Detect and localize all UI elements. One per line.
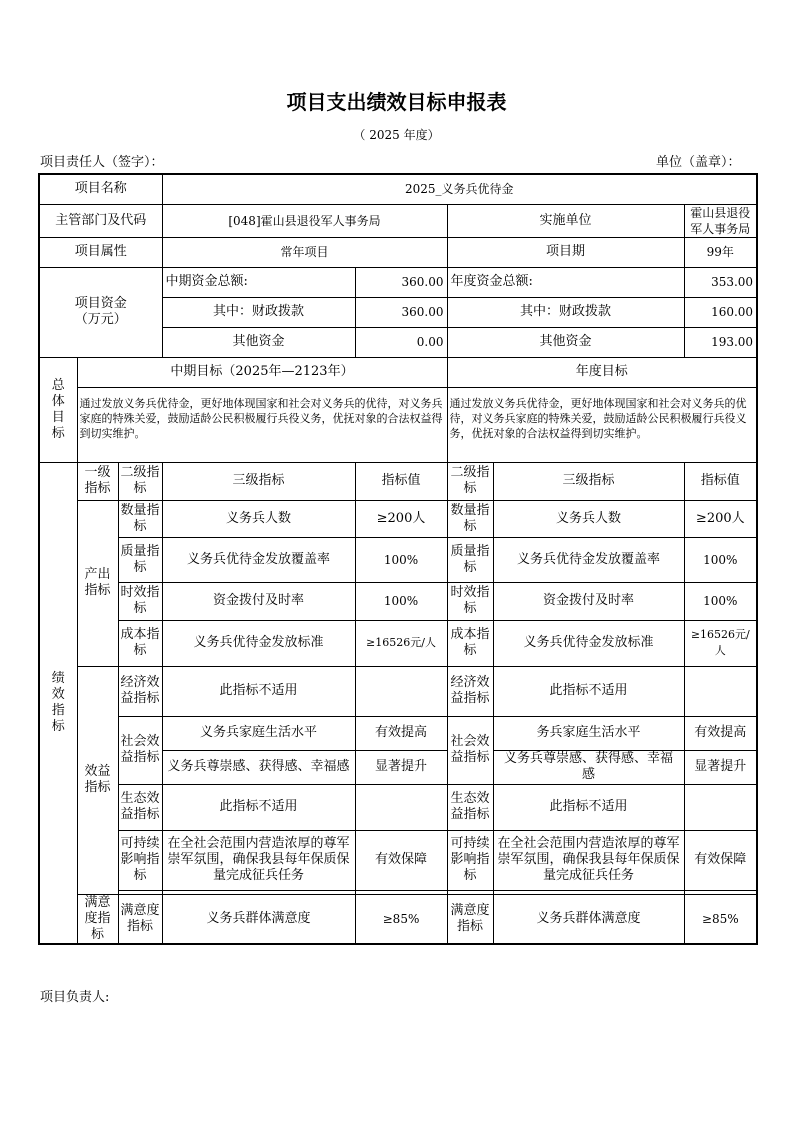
responsible-signature: 项目责任人（签字）：: [40, 155, 164, 170]
mid-goal-header: 中期目标（2025年—2123年）: [77, 357, 447, 387]
year-social-name-2: 义务兵尊崇感、获得感、幸福 感: [493, 750, 684, 784]
funds-label: 项目资金 （万元）: [39, 267, 162, 357]
impl-unit-label: 实施单位: [447, 204, 684, 237]
impl-unit-value: 霍山县退役军人事务局: [684, 204, 757, 237]
project-name-label: 项目名称: [39, 174, 162, 204]
quality-name: 义务兵优待金发放覆盖率: [162, 537, 355, 582]
year-quantity-value: ≥200人: [684, 500, 757, 537]
year-value-header: 指标值: [684, 462, 757, 500]
social-level2: 社会效 益指标: [118, 716, 162, 784]
social-value-2: 显著提升: [355, 750, 447, 784]
year-social-value-1: 有效提高: [684, 716, 757, 750]
quantity-value: ≥200人: [355, 500, 447, 537]
sustainable-level2: 可持续 影响指 标: [118, 830, 162, 890]
year-quality-level2: 质量指 标: [447, 537, 493, 582]
period-value: 99年: [684, 237, 757, 267]
year-total-value: 353.00: [684, 267, 757, 297]
cost-value: ≥16526元/人: [355, 620, 447, 666]
satisfaction-value: ≥85%: [355, 894, 447, 944]
year-timeliness-value: 100%: [684, 582, 757, 620]
quality-value: 100%: [355, 537, 447, 582]
year-cost-value: ≥16526元/ 人: [684, 620, 757, 666]
timeliness-value: 100%: [355, 582, 447, 620]
sustainable-value: 有效保障: [355, 830, 447, 890]
ecological-name: 此指标不适用: [162, 784, 355, 830]
year-goal-text: 通过发放义务兵优待金，更好地体现国家和社会对义务兵的优待，对义务兵家庭的特殊关爱，鼓励适龄公民积极履行兵役义务，优抚对象的合法权益得到切实维护。: [447, 387, 757, 462]
year-economic-level2: 经济效 益指标: [447, 666, 493, 716]
year-ecological-value: [684, 784, 757, 830]
year-level3-header: 三级指标: [493, 462, 684, 500]
mid-other-label: 其他资金: [162, 327, 355, 357]
year-sustainable-value: 有效保障: [684, 830, 757, 890]
mid-fiscal-label: 其中：财政拨款: [162, 297, 355, 327]
social-name-1: 义务兵家庭生活水平: [162, 716, 355, 750]
satisfaction-indicator-label: 满意 度指 标: [77, 894, 118, 944]
timeliness-name: 资金拨付及时率: [162, 582, 355, 620]
overall-goal-label: 总 体 目 标: [39, 357, 77, 462]
year-timeliness-level2: 时效指 标: [447, 582, 493, 620]
year-fiscal-value: 160.00: [684, 297, 757, 327]
period-label: 项目期: [447, 237, 684, 267]
economic-level2: 经济效 益指标: [118, 666, 162, 716]
timeliness-level2: 时效指 标: [118, 582, 162, 620]
year-quantity-level2: 数量指 标: [447, 500, 493, 537]
year-goal-header: 年度目标: [447, 357, 757, 387]
output-indicator-label: 产出 指标: [77, 500, 118, 666]
benefit-indicator-label: 效益 指标: [77, 666, 118, 894]
year-ecological-level2: 生态效 益指标: [447, 784, 493, 830]
mid-goal-text: 通过发放义务兵优待金，更好地体现国家和社会对义务兵的优待，对义务兵家庭的特殊关爱，鼓励适龄公民积极履行兵役义务，优抚对象的合法权益得到切实维护。: [77, 387, 447, 462]
year-quantity-name: 义务兵人数: [493, 500, 684, 537]
quantity-level2: 数量指 标: [118, 500, 162, 537]
level1-header: 一级 指标: [77, 462, 118, 500]
year-social-name-1: 务兵家庭生活水平: [493, 716, 684, 750]
performance-table: [38, 173, 758, 945]
year-timeliness-name: 资金拨付及时率: [493, 582, 684, 620]
satisfaction-level2: 满意度 指标: [118, 894, 162, 944]
unit-seal: 单位（盖章）：: [656, 155, 741, 170]
indicators-label: 绩 效 指 标: [39, 462, 77, 944]
attr-label: 项目属性: [39, 237, 162, 267]
year-fiscal-label: 其中：财政拨款: [447, 297, 684, 327]
year-social-value-2: 显著提升: [684, 750, 757, 784]
year-economic-value: [684, 666, 757, 716]
level2-header: 二级指 标: [118, 462, 162, 500]
cost-name: 义务兵优待金发放标准: [162, 620, 355, 666]
mid-other-value: 0.00: [355, 327, 447, 357]
year-other-value: 193.00: [684, 327, 757, 357]
mid-fiscal-value: 360.00: [355, 297, 447, 327]
year-satisfaction-name: 义务兵群体满意度: [493, 894, 684, 944]
sustainable-name: 在全社会范围内营造浓厚的尊军崇军氛围，确保我县每年保质保量完成征兵任务: [162, 830, 355, 890]
year-other-label: 其他资金: [447, 327, 684, 357]
page-title: 项目支出绩效目标申报表: [286, 90, 507, 114]
project-name-value: 2025_义务兵优待金: [162, 174, 757, 204]
economic-name: 此指标不适用: [162, 666, 355, 716]
year-sustainable-name: 在全社会范围内营造浓厚的尊军崇军氛围，确保我县每年保质保量完成征兵任务: [493, 830, 684, 890]
year-quality-name: 义务兵优待金发放覆盖率: [493, 537, 684, 582]
year-satisfaction-value: ≥85%: [684, 894, 757, 944]
year-line: （ 2025 年度）: [353, 128, 440, 142]
year-cost-name: 义务兵优待金发放标准: [493, 620, 684, 666]
dept-value: [048]霍山县退役军人事务局: [162, 204, 447, 237]
ecological-level2: 生态效 益指标: [118, 784, 162, 830]
year-quality-value: 100%: [684, 537, 757, 582]
value-header: 指标值: [355, 462, 447, 500]
mid-total-label: 中期资金总额:: [162, 267, 355, 297]
year-ecological-name: 此指标不适用: [493, 784, 684, 830]
mid-total-value: 360.00: [355, 267, 447, 297]
ecological-value: [355, 784, 447, 830]
social-value-1: 有效提高: [355, 716, 447, 750]
cost-level2: 成本指 标: [118, 620, 162, 666]
year-satisfaction-level2: 满意度 指标: [447, 894, 493, 944]
satisfaction-name: 义务兵群体满意度: [162, 894, 355, 944]
project-leader: 项目负责人:: [40, 990, 110, 1005]
attr-value: 常年项目: [162, 237, 447, 267]
quantity-name: 义务兵人数: [162, 500, 355, 537]
year-sustainable-level2: 可持续 影响指 标: [447, 830, 493, 890]
year-level2-header: 二级指 标: [447, 462, 493, 500]
dept-label: 主管部门及代码: [39, 204, 162, 237]
year-social-level2: 社会效 益指标: [447, 716, 493, 784]
year-total-label: 年度资金总额:: [447, 267, 684, 297]
economic-value: [355, 666, 447, 716]
quality-level2: 质量指 标: [118, 537, 162, 582]
year-cost-level2: 成本指 标: [447, 620, 493, 666]
social-name-2: 义务兵尊崇感、获得感、幸福感: [162, 750, 355, 784]
year-economic-name: 此指标不适用: [493, 666, 684, 716]
level3-header: 三级指标: [162, 462, 355, 500]
